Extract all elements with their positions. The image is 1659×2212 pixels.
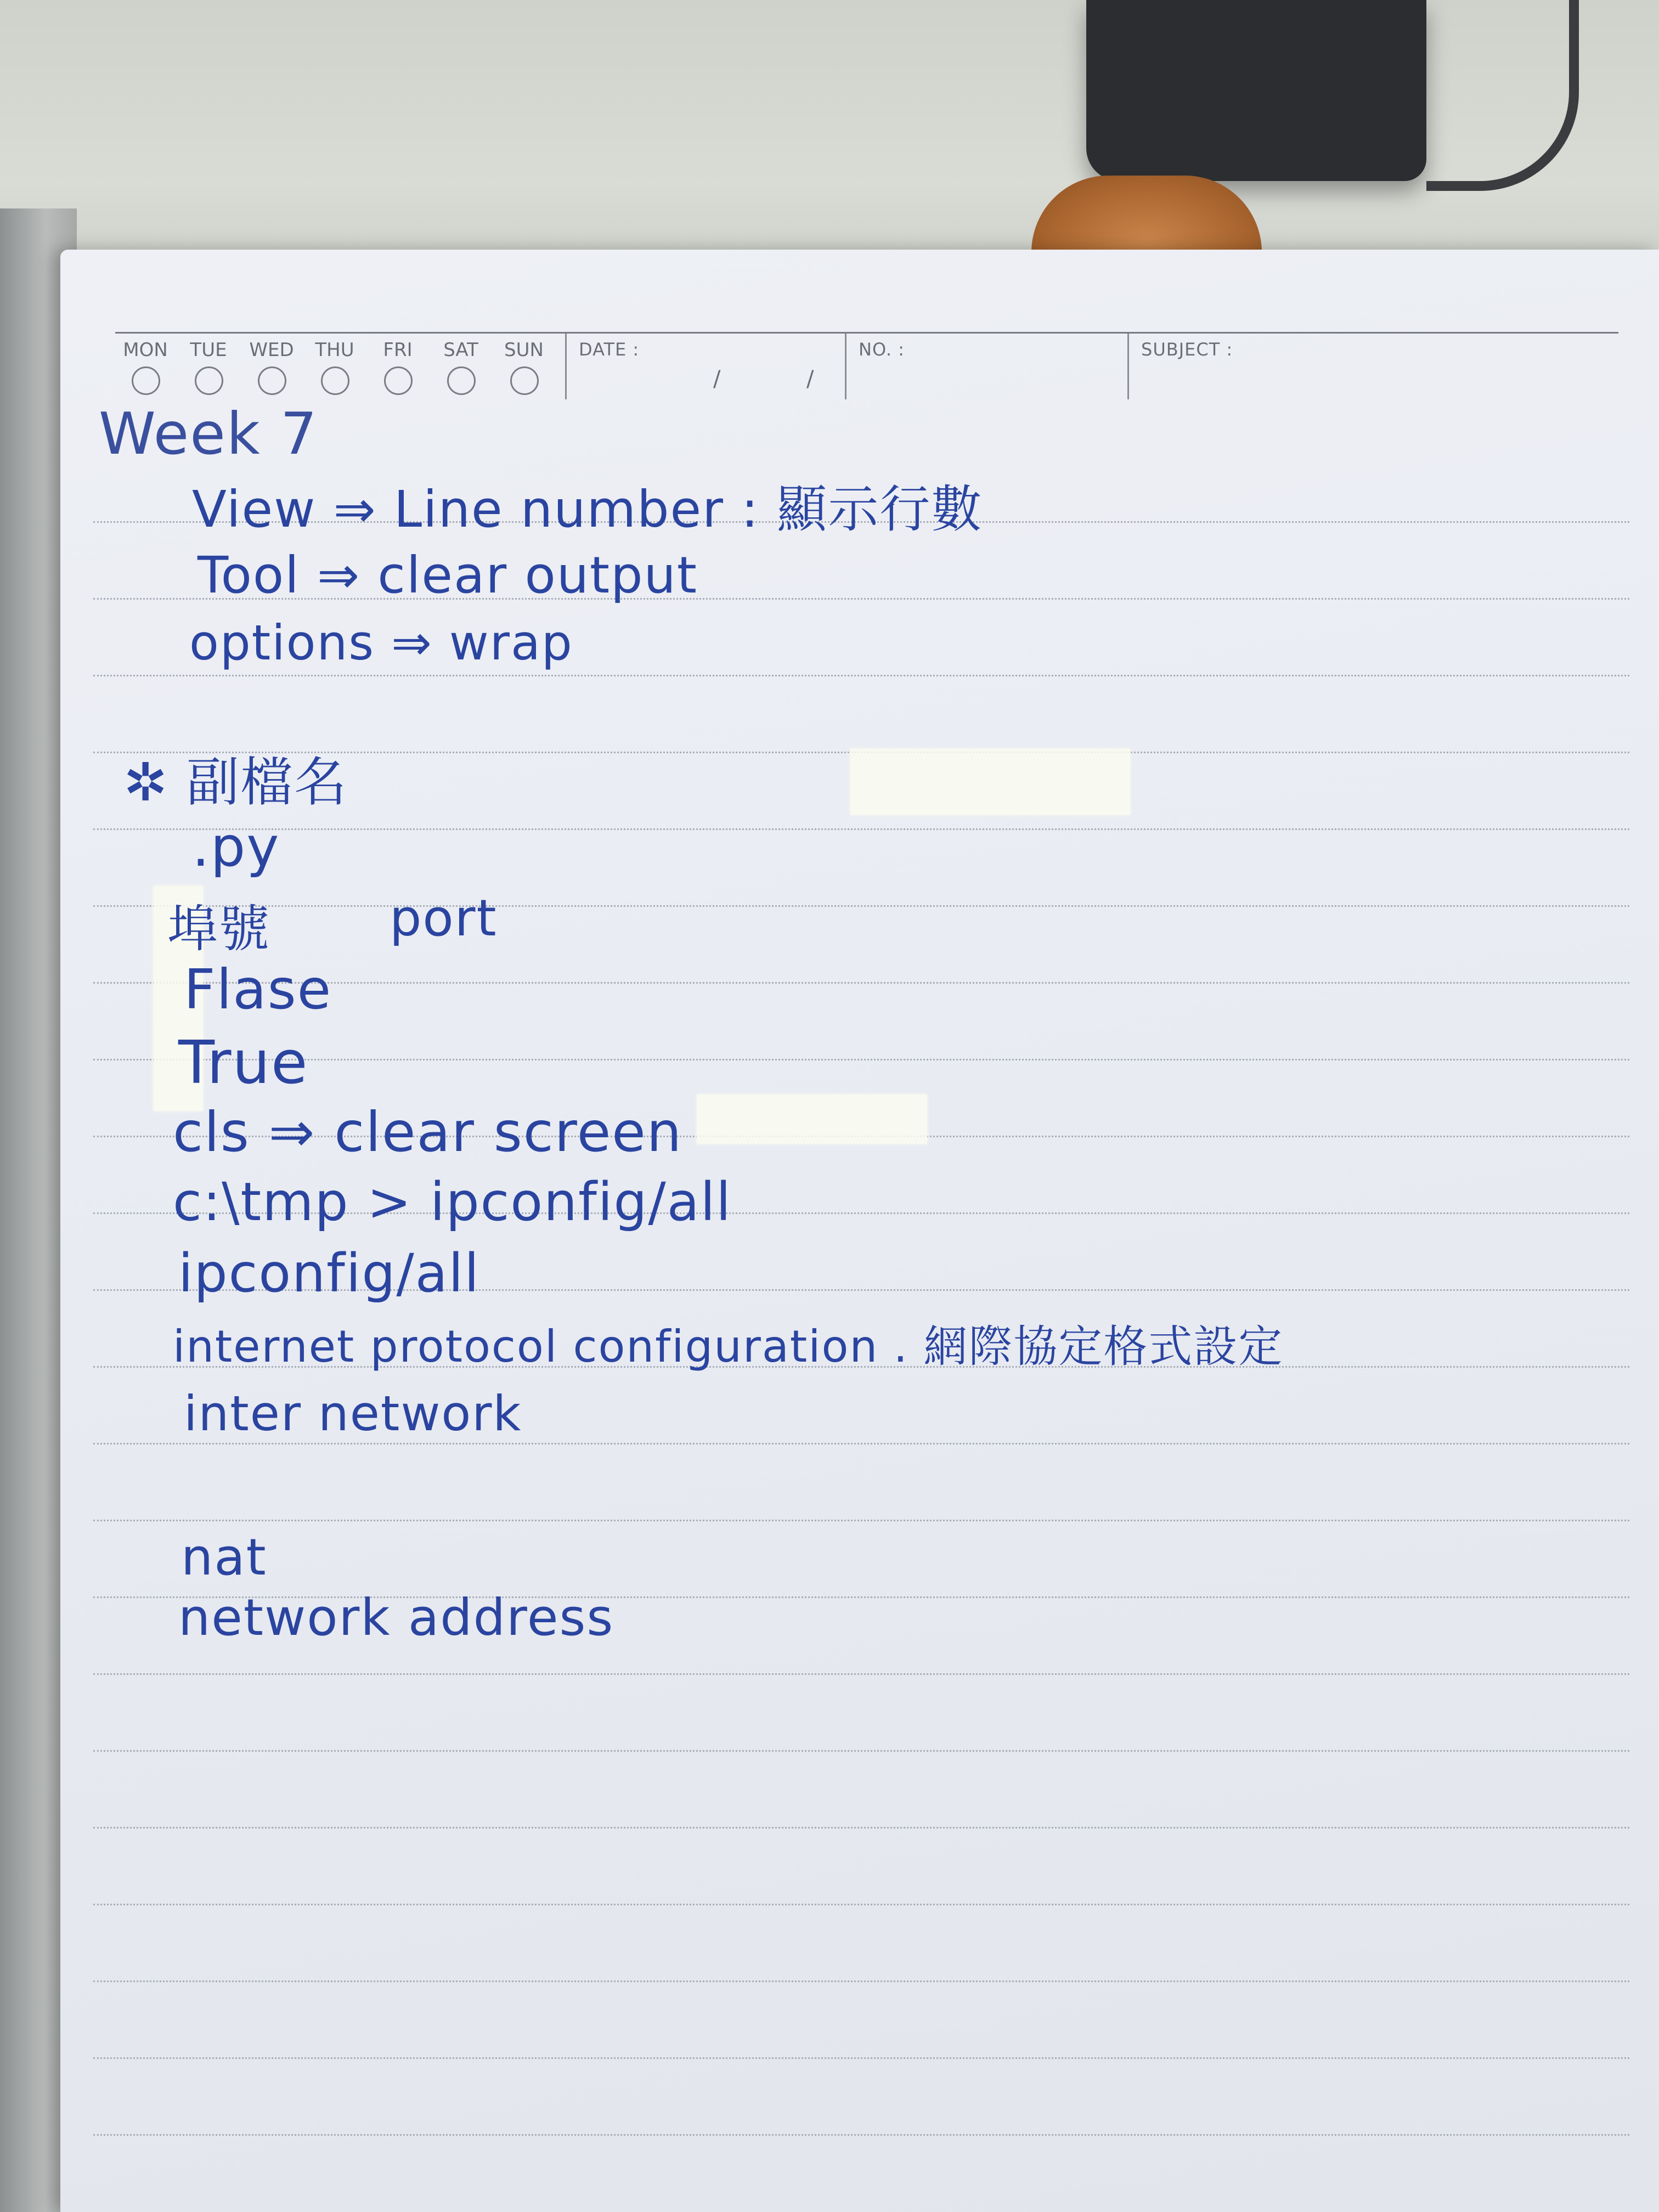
ruled-line bbox=[93, 905, 1629, 907]
note-line: inter network bbox=[184, 1385, 522, 1442]
note-line: View ⇒ Line number : 顯示行數 bbox=[192, 480, 983, 539]
note-line: c:\tmp > ipconfig/all bbox=[173, 1171, 732, 1233]
day-label: WED bbox=[249, 339, 294, 361]
note-line: cls ⇒ clear screen bbox=[173, 1100, 683, 1164]
power-adapter bbox=[1086, 0, 1426, 181]
day-label: MON bbox=[123, 339, 168, 361]
day-thu bbox=[304, 339, 365, 361]
notebook-page bbox=[60, 250, 1659, 2212]
date-separator: / bbox=[806, 366, 814, 392]
note-line: Tool ⇒ clear output bbox=[198, 546, 698, 605]
no-label: NO. : bbox=[859, 339, 905, 360]
note-line: nat bbox=[181, 1528, 267, 1587]
day-label: THU bbox=[315, 339, 354, 361]
ruled-line bbox=[93, 1443, 1629, 1444]
subject-label: SUBJECT : bbox=[1141, 339, 1233, 360]
day-label: SAT bbox=[443, 339, 478, 361]
ruled-line bbox=[93, 2057, 1629, 2059]
note-line: internet protocol configuration . 網際協定格式設定 bbox=[173, 1321, 1284, 1372]
day-circle bbox=[132, 366, 160, 395]
day-circle bbox=[258, 366, 286, 395]
day-circle bbox=[321, 366, 349, 395]
note-line: True bbox=[178, 1029, 309, 1097]
ruled-line bbox=[93, 828, 1629, 830]
day-circle bbox=[195, 366, 223, 395]
header-divider bbox=[845, 334, 847, 399]
note-line: Flase bbox=[184, 957, 332, 1022]
note-line: port bbox=[390, 889, 498, 947]
header-divider bbox=[565, 334, 567, 399]
day-label: TUE bbox=[190, 339, 227, 361]
note-line: ipconfig/all bbox=[178, 1243, 480, 1304]
ruled-line bbox=[93, 675, 1629, 676]
note-line: network address bbox=[178, 1588, 614, 1647]
ruled-line bbox=[93, 1980, 1629, 1982]
ruled-line bbox=[93, 1059, 1629, 1060]
day-tue bbox=[178, 339, 239, 361]
day-sat bbox=[431, 339, 491, 361]
page-header bbox=[115, 332, 1618, 405]
day-label: FRI bbox=[383, 339, 413, 361]
ruled-line bbox=[93, 2134, 1629, 2136]
day-mon bbox=[115, 339, 176, 361]
tape-patch bbox=[697, 1094, 927, 1144]
note-line: 埠號 bbox=[167, 900, 271, 958]
day-label: SUN bbox=[504, 339, 544, 361]
note-line: .py bbox=[192, 815, 280, 879]
day-circle bbox=[447, 366, 476, 395]
day-sun bbox=[494, 339, 554, 361]
date-label: DATE : bbox=[579, 339, 640, 360]
ruled-line bbox=[93, 1827, 1629, 1829]
note-line: options ⇒ wrap bbox=[189, 614, 573, 671]
ruled-line bbox=[93, 1750, 1629, 1752]
day-circle bbox=[510, 366, 539, 395]
tape-patch bbox=[850, 749, 1130, 815]
note-title: Week 7 bbox=[99, 400, 318, 467]
ruled-line bbox=[93, 1673, 1629, 1675]
ruled-line bbox=[93, 1520, 1629, 1521]
day-circle bbox=[384, 366, 413, 395]
day-fri bbox=[368, 339, 428, 361]
note-line: ✲ 副檔名 bbox=[123, 752, 348, 813]
date-separator: / bbox=[713, 366, 721, 392]
header-divider bbox=[1127, 334, 1129, 399]
ruled-line bbox=[93, 1904, 1629, 1905]
day-wed bbox=[241, 339, 302, 361]
